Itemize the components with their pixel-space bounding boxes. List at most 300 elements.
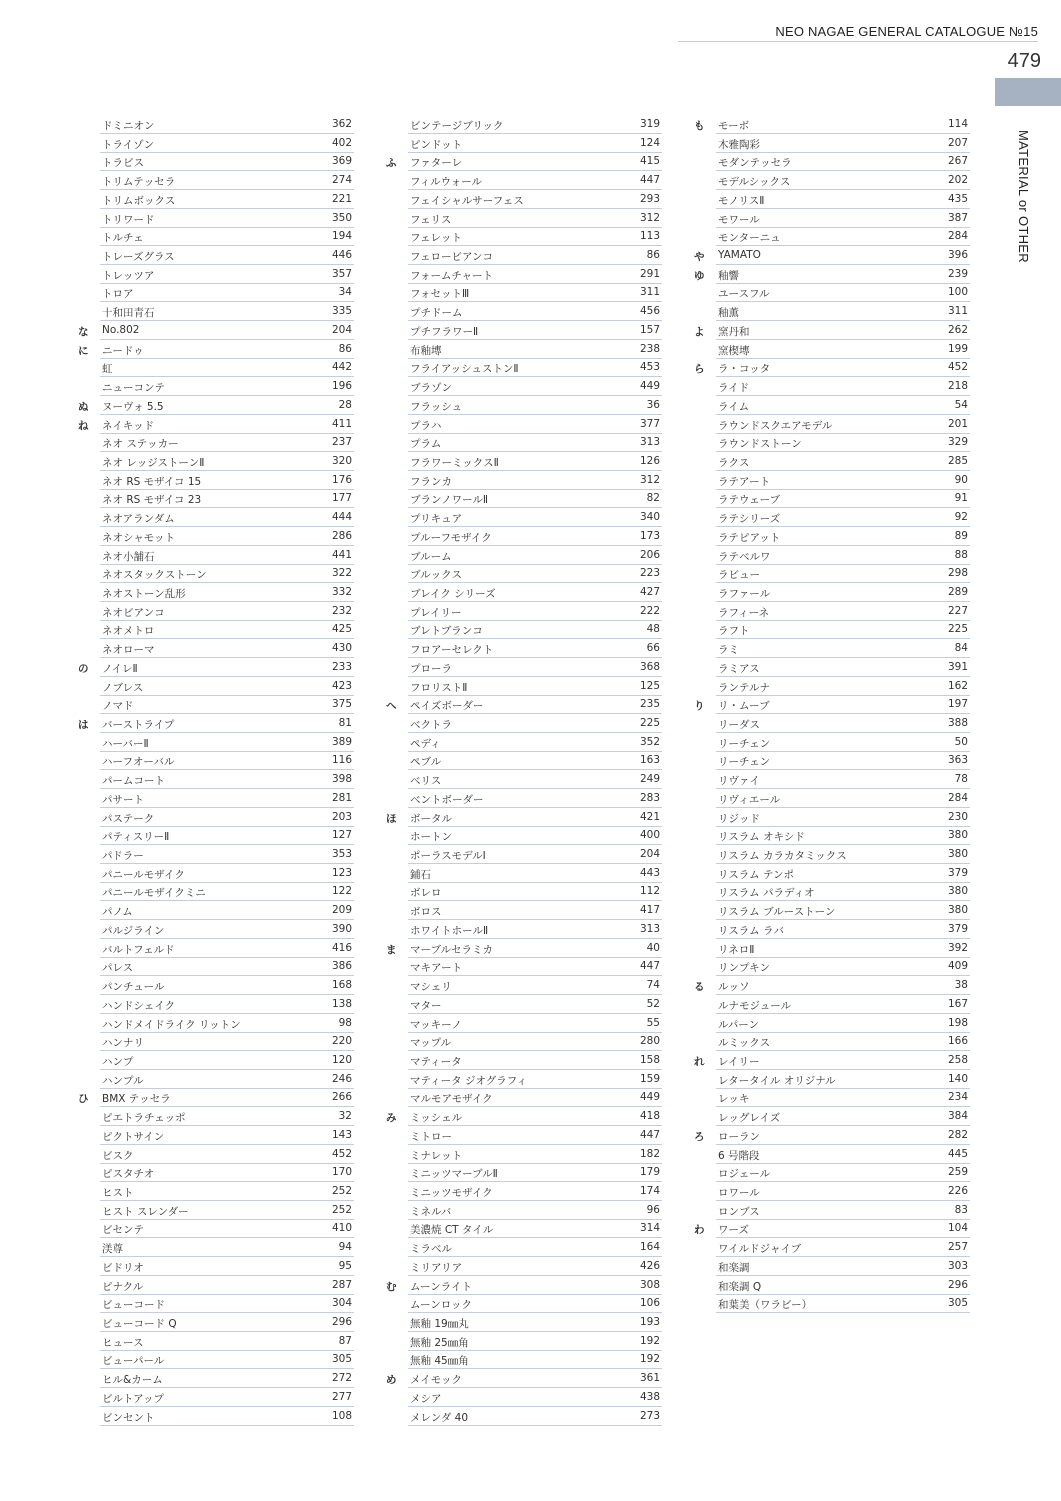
page-reference: 453 xyxy=(639,361,660,374)
index-entry xyxy=(100,509,354,527)
index-row xyxy=(386,172,662,191)
index-row xyxy=(386,1408,662,1427)
page-reference: 435 xyxy=(947,192,968,205)
index-row xyxy=(694,210,970,229)
index-entry xyxy=(100,734,354,752)
product-name: ミネルバ xyxy=(410,1205,452,1218)
page-reference: 88 xyxy=(954,548,968,561)
page-reference: 239 xyxy=(947,267,968,280)
product-name: ムーンロック xyxy=(410,1299,473,1312)
product-name: マップル xyxy=(410,1037,452,1050)
index-entry xyxy=(408,397,662,415)
index-entry xyxy=(100,153,354,171)
page-reference: 199 xyxy=(947,342,968,355)
index-entry xyxy=(100,359,354,377)
index-entry xyxy=(100,1295,354,1313)
index-entry xyxy=(716,640,970,658)
index-row xyxy=(694,659,970,678)
index-row xyxy=(694,528,970,547)
page-reference: 126 xyxy=(639,454,660,467)
index-row xyxy=(386,678,662,697)
product-name: フェイシャルサーフェス xyxy=(410,194,524,207)
product-name: ラクス xyxy=(718,456,750,469)
product-name: 布釉塼 xyxy=(410,344,442,357)
product-name: パドラー xyxy=(102,850,144,863)
index-entry xyxy=(408,266,662,284)
index-entry xyxy=(716,1239,970,1257)
product-name: ビセンテ xyxy=(102,1224,144,1237)
page-reference: 282 xyxy=(947,1128,968,1141)
page-reference: 201 xyxy=(947,417,968,430)
index-row xyxy=(78,1089,354,1108)
index-entry xyxy=(716,827,970,845)
page-reference: 396 xyxy=(947,249,968,262)
product-name: No.802 xyxy=(102,323,140,336)
index-entry xyxy=(408,509,662,527)
index-entry xyxy=(716,191,970,209)
index-entry xyxy=(716,846,970,864)
index-row xyxy=(694,584,970,603)
index-entry xyxy=(716,865,970,883)
page-reference: 357 xyxy=(331,267,352,280)
index-row xyxy=(386,1202,662,1221)
index-entry xyxy=(716,434,970,452)
page-reference: 377 xyxy=(639,417,660,430)
page-reference: 237 xyxy=(331,436,352,449)
product-name: ラミアス xyxy=(718,662,760,675)
page-reference: 442 xyxy=(331,361,352,374)
index-entry xyxy=(716,172,970,190)
product-name: モワール xyxy=(718,213,760,226)
index-row xyxy=(78,696,354,715)
index-entry xyxy=(100,752,354,770)
index-entry xyxy=(100,1183,354,1201)
index-row xyxy=(694,1164,970,1183)
page-reference: 226 xyxy=(947,1184,968,1197)
kana-section-marker: よ xyxy=(694,325,705,338)
kana-section-marker: わ xyxy=(694,1224,705,1237)
page-reference: 387 xyxy=(947,211,968,224)
product-name: フラッシュ xyxy=(410,400,463,413)
kana-section-marker: む xyxy=(386,1280,397,1293)
product-name: ラ・コッタ xyxy=(718,363,771,376)
index-row xyxy=(386,659,662,678)
page-reference: 225 xyxy=(947,623,968,636)
index-entry xyxy=(716,1033,970,1051)
page-reference: 322 xyxy=(331,567,352,580)
index-row xyxy=(78,1220,354,1239)
index-entry xyxy=(100,678,354,696)
index-entry xyxy=(100,1089,354,1107)
page-reference: 36 xyxy=(646,398,660,411)
page-reference: 400 xyxy=(639,829,660,842)
index-row xyxy=(78,659,354,678)
index-row xyxy=(386,472,662,491)
page-reference: 258 xyxy=(947,1053,968,1066)
page-reference: 227 xyxy=(947,604,968,617)
kana-section-marker: り xyxy=(694,700,705,713)
index-entry xyxy=(408,584,662,602)
page-reference: 113 xyxy=(639,230,660,243)
page-reference: 91 xyxy=(954,492,968,505)
product-name: ファターレ xyxy=(410,157,463,170)
index-entry xyxy=(716,153,970,171)
page-reference: 48 xyxy=(646,623,660,636)
page-reference: 272 xyxy=(331,1372,352,1385)
page-reference: 170 xyxy=(331,1166,352,1179)
index-row xyxy=(386,790,662,809)
product-name: ボロス xyxy=(410,906,442,919)
page-reference: 177 xyxy=(331,492,352,505)
product-name: ボータル xyxy=(410,812,452,825)
product-name: リ・ムーブ xyxy=(718,700,770,713)
index-entry xyxy=(716,116,970,134)
index-row xyxy=(694,416,970,435)
index-row xyxy=(386,1015,662,1034)
product-name: YAMATO xyxy=(718,249,761,262)
index-entry xyxy=(408,827,662,845)
index-entry xyxy=(408,116,662,134)
index-row xyxy=(386,1033,662,1052)
index-row xyxy=(386,977,662,996)
product-name: マキアート xyxy=(410,962,463,975)
product-name: トリムテッセラ xyxy=(102,176,176,189)
page-reference: 122 xyxy=(331,885,352,898)
index-row xyxy=(386,1389,662,1408)
index-row xyxy=(386,940,662,959)
index-row xyxy=(78,1295,354,1314)
index-entry xyxy=(716,1202,970,1220)
index-entry xyxy=(716,1183,970,1201)
product-name: ホートン xyxy=(410,831,452,844)
product-name: ハンナリ xyxy=(102,1037,144,1050)
product-name: トレッツア xyxy=(102,269,155,282)
page-reference: 164 xyxy=(639,1241,660,1254)
index-row xyxy=(78,284,354,303)
product-name: ルミックス xyxy=(718,1037,771,1050)
product-name: マシェリ xyxy=(410,981,452,994)
page-reference: 203 xyxy=(331,810,352,823)
index-entry xyxy=(100,771,354,789)
page-reference: 207 xyxy=(947,136,968,149)
index-row xyxy=(78,547,354,566)
product-name: ラテアート xyxy=(718,475,771,488)
product-name: ロンブス xyxy=(718,1205,760,1218)
product-name: ブレトブランコ xyxy=(410,625,483,638)
product-name: ルパーン xyxy=(718,1018,760,1031)
index-entry xyxy=(100,958,354,976)
product-name: ビューパール xyxy=(102,1355,165,1368)
catalogue-title: NEO NAGAE GENERAL CATALOGUE №15 xyxy=(678,24,1038,42)
index-row xyxy=(694,1295,970,1314)
index-entry xyxy=(100,284,354,302)
product-name: ラテベルワ xyxy=(718,550,771,563)
index-entry xyxy=(716,359,970,377)
product-name: ミニッツマーブルⅡ xyxy=(410,1168,498,1181)
product-name: リスラム オキシド xyxy=(718,831,805,844)
index-entry xyxy=(408,734,662,752)
index-entry xyxy=(408,603,662,621)
product-name: プローラ xyxy=(410,662,452,675)
product-name: マッキーノ xyxy=(410,1018,462,1031)
index-entry xyxy=(100,341,354,359)
index-row xyxy=(78,715,354,734)
index-entry xyxy=(408,322,662,340)
product-name: ハンドシェイク xyxy=(102,999,176,1012)
product-name: リスラム ブルーストーン xyxy=(718,906,836,919)
product-name: ランテルナ xyxy=(718,681,770,694)
index-entry xyxy=(408,940,662,958)
product-name: ヒスト xyxy=(102,1186,134,1199)
index-entry xyxy=(408,1033,662,1051)
page-reference: 456 xyxy=(639,305,660,318)
page-reference: 249 xyxy=(639,773,660,786)
product-name: パステーク xyxy=(102,812,155,825)
page-reference: 86 xyxy=(338,342,352,355)
index-row xyxy=(694,902,970,921)
page-reference: 192 xyxy=(639,1334,660,1347)
product-name: ムーンライト xyxy=(410,1280,472,1293)
product-name: モンターニュ xyxy=(718,232,781,245)
kana-section-marker: ふ xyxy=(386,157,397,170)
index-row xyxy=(386,266,662,285)
page-reference: 221 xyxy=(331,192,352,205)
index-entry xyxy=(408,453,662,471)
index-entry xyxy=(408,191,662,209)
index-entry xyxy=(100,902,354,920)
page-reference: 380 xyxy=(947,829,968,842)
product-name: 無釉 19㎜丸 xyxy=(410,1318,469,1330)
page-reference: 445 xyxy=(947,1147,968,1160)
page-reference: 114 xyxy=(947,118,968,130)
index-row xyxy=(386,1108,662,1127)
product-name: ミリアリア xyxy=(410,1261,463,1274)
index-entry xyxy=(408,696,662,714)
product-name: 鋪石 xyxy=(410,868,431,881)
page-reference: 157 xyxy=(639,323,660,336)
page-reference: 197 xyxy=(947,698,968,711)
page-reference: 54 xyxy=(954,398,968,411)
page-reference: 192 xyxy=(639,1353,660,1366)
page-reference: 166 xyxy=(947,1035,968,1048)
product-name: リスラム パラディオ xyxy=(718,887,815,900)
page-reference: 193 xyxy=(639,1316,660,1328)
page-reference: 196 xyxy=(331,380,352,393)
page-reference: 312 xyxy=(639,473,660,486)
product-name: トロア xyxy=(102,288,134,301)
page-reference: 32 xyxy=(338,1110,352,1123)
product-name: フィルウォール xyxy=(410,176,483,189)
index-row xyxy=(78,865,354,884)
page-reference: 391 xyxy=(947,660,968,673)
page-reference: 291 xyxy=(639,267,660,280)
page-reference: 277 xyxy=(331,1390,352,1403)
page-reference: 313 xyxy=(639,922,660,935)
index-row xyxy=(386,958,662,977)
index-row xyxy=(386,1164,662,1183)
page-reference: 304 xyxy=(331,1297,352,1310)
product-name: トレーズグラス xyxy=(102,251,175,264)
product-name: ブランノワールⅡ xyxy=(410,494,489,507)
page-reference: 335 xyxy=(331,305,352,318)
index-entry xyxy=(408,247,662,265)
page-reference: 104 xyxy=(947,1222,968,1235)
index-row xyxy=(78,490,354,509)
index-row xyxy=(78,1351,354,1370)
product-name: フォセットⅢ xyxy=(410,288,470,301)
product-name: ボレロ xyxy=(410,887,442,900)
page-reference: 398 xyxy=(331,773,352,786)
product-name: ネオ RS モザイコ 23 xyxy=(102,494,202,507)
index-row xyxy=(694,846,970,865)
page-reference: 388 xyxy=(947,717,968,729)
product-name: ライム xyxy=(718,400,750,413)
page-reference: 108 xyxy=(331,1409,352,1422)
page-reference: 418 xyxy=(639,1110,660,1123)
index-row xyxy=(694,790,970,809)
product-name: ネオメトロ xyxy=(102,625,155,638)
index-entry xyxy=(716,490,970,508)
page-reference: 430 xyxy=(331,642,352,655)
index-row xyxy=(78,1258,354,1277)
product-name: ラテシリーズ xyxy=(718,513,781,526)
page-reference: 311 xyxy=(947,305,968,318)
product-name: リスラム テンポ xyxy=(718,868,794,881)
page-reference: 305 xyxy=(331,1353,352,1366)
page-reference: 223 xyxy=(639,567,660,580)
index-row xyxy=(694,621,970,640)
product-name: ビンテージブリック xyxy=(410,120,504,132)
product-name: トライゾン xyxy=(102,138,155,151)
index-entry xyxy=(408,1277,662,1295)
product-name: ハーバーⅡ xyxy=(102,737,149,750)
product-name: ネオスタックストーン xyxy=(102,569,207,582)
page-reference: 380 xyxy=(947,904,968,917)
index-entry xyxy=(100,1351,354,1369)
product-name: ベリス xyxy=(410,775,442,788)
index-entry xyxy=(100,621,354,639)
product-name: ピスタチオ xyxy=(102,1168,155,1181)
page-reference: 289 xyxy=(947,585,968,598)
page-reference: 303 xyxy=(947,1259,968,1272)
index-entry xyxy=(716,659,970,677)
index-entry xyxy=(408,359,662,377)
product-name: レッキ xyxy=(718,1093,750,1106)
index-entry xyxy=(716,958,970,976)
product-name: ペディ xyxy=(410,737,441,750)
index-row xyxy=(694,547,970,566)
page-reference: 158 xyxy=(639,1053,660,1066)
page-reference: 452 xyxy=(331,1147,352,1160)
index-row xyxy=(386,996,662,1015)
page-reference: 259 xyxy=(947,1166,968,1179)
index-row xyxy=(386,1351,662,1370)
product-name: リンプキン xyxy=(718,962,770,975)
index-row xyxy=(78,247,354,266)
index-entry xyxy=(408,490,662,508)
index-column-3 xyxy=(694,116,970,1314)
index-row xyxy=(78,153,354,172)
product-name: ローラン xyxy=(718,1130,760,1143)
product-name: トリムボックス xyxy=(102,194,176,207)
page-reference: 95 xyxy=(338,1259,352,1272)
product-name: ビドリオ xyxy=(102,1261,144,1274)
product-name: レッグレイズ xyxy=(718,1112,781,1125)
page-reference: 353 xyxy=(331,848,352,861)
index-row xyxy=(78,1408,354,1427)
index-row xyxy=(78,921,354,940)
product-name: 和楽調 xyxy=(718,1261,750,1274)
index-entry xyxy=(408,1408,662,1426)
index-row xyxy=(78,509,354,528)
index-row xyxy=(386,696,662,715)
product-name: 窯丹和 xyxy=(718,325,750,338)
product-name: プラハ xyxy=(410,419,442,432)
index-entry xyxy=(408,303,662,321)
index-entry xyxy=(100,1239,354,1257)
page-reference: 314 xyxy=(639,1222,660,1235)
index-entry xyxy=(100,996,354,1014)
product-name: フライアッシュストンⅡ xyxy=(410,363,519,376)
product-name: ネオ RS モザイコ 15 xyxy=(102,475,202,488)
index-entry xyxy=(100,1370,354,1388)
index-row xyxy=(694,116,970,135)
index-entry xyxy=(408,921,662,939)
page-reference: 167 xyxy=(947,997,968,1010)
index-row xyxy=(386,1370,662,1389)
index-row xyxy=(78,416,354,435)
index-entry xyxy=(408,678,662,696)
index-entry xyxy=(716,135,970,153)
index-row xyxy=(386,284,662,303)
page-reference: 204 xyxy=(639,848,660,861)
product-name: パームコート xyxy=(102,775,165,788)
index-entry xyxy=(716,603,970,621)
page-reference: 168 xyxy=(331,979,352,992)
kana-section-marker: に xyxy=(78,344,89,357)
page-reference: 125 xyxy=(639,679,660,692)
product-name: 和楽調 Q xyxy=(718,1280,762,1293)
page-reference: 296 xyxy=(947,1278,968,1291)
index-row xyxy=(78,977,354,996)
product-name: モデルシックス xyxy=(718,176,791,189)
index-entry xyxy=(408,1052,662,1070)
index-row xyxy=(78,1202,354,1221)
index-entry xyxy=(100,1277,354,1295)
page-reference: 305 xyxy=(947,1297,968,1310)
product-name: フォームチャート xyxy=(410,269,493,282)
product-name: モダンテッセラ xyxy=(718,157,792,170)
product-name: ネオストーン乱形 xyxy=(102,587,186,600)
index-entry xyxy=(716,715,970,733)
page-reference: 78 xyxy=(954,773,968,786)
index-row xyxy=(386,247,662,266)
index-row xyxy=(694,1052,970,1071)
index-row xyxy=(78,1164,354,1183)
page-reference: 361 xyxy=(639,1372,660,1385)
index-row xyxy=(694,322,970,341)
index-entry xyxy=(716,472,970,490)
index-row xyxy=(694,135,970,154)
product-name: リーダス xyxy=(718,719,760,731)
page-reference: 92 xyxy=(954,511,968,524)
product-name: ニューコンテ xyxy=(102,382,165,395)
index-row xyxy=(386,1071,662,1090)
index-entry xyxy=(100,1389,354,1407)
index-row xyxy=(694,827,970,846)
index-row xyxy=(78,378,354,397)
page-reference: 447 xyxy=(639,960,660,973)
